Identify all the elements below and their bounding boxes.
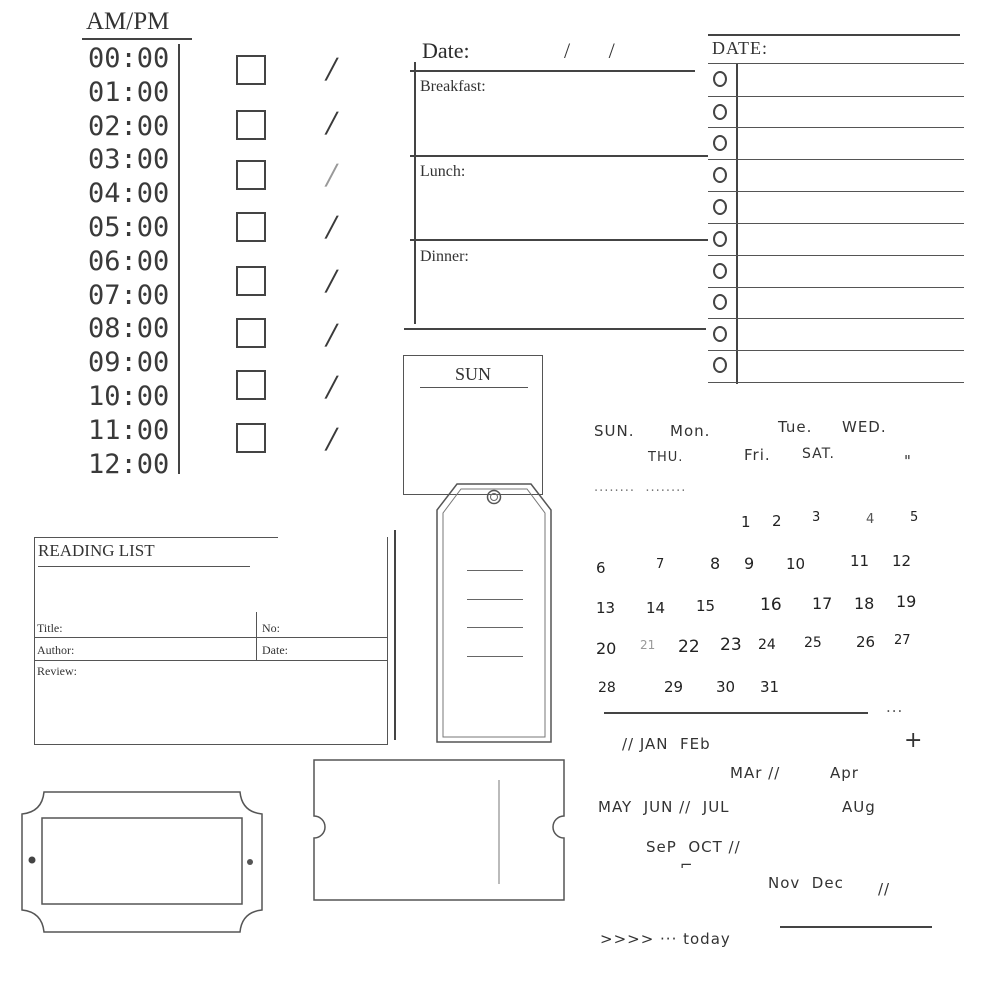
hour-label: 01:00 [88, 77, 170, 108]
date-list-top-rule [708, 34, 960, 36]
date-list-row-rule [708, 96, 964, 97]
author-field-label: Author: [37, 643, 75, 657]
task-checkbox[interactable] [236, 423, 266, 453]
hang-tag-outline [435, 480, 553, 744]
calendar-day: 27 [894, 633, 911, 648]
reading-list-side-rule [394, 530, 396, 740]
date-list-row-rule [708, 127, 964, 128]
date-list-row-rule [708, 382, 964, 383]
calendar-day: 12 [892, 552, 912, 570]
hour-label: 08:00 [88, 313, 170, 344]
calendar-day: 2 [772, 512, 782, 530]
time-column-divider [178, 44, 180, 474]
slash-mark: / [323, 210, 340, 243]
breakfast-label: Breakfast: [420, 78, 486, 95]
reading-list-title: READING LIST [38, 541, 155, 560]
meal-card-left-rule [414, 62, 416, 324]
task-checkbox[interactable] [236, 318, 266, 348]
reading-list-column-divider [256, 612, 257, 660]
calendar-day: 28 [598, 680, 616, 696]
weekday-thu: THU. [648, 450, 684, 465]
ampm-underline [82, 38, 192, 40]
reading-list-title-underline [38, 566, 250, 567]
calendar-day: 18 [854, 594, 875, 613]
sun-card [403, 355, 543, 495]
date-list-row-rule [708, 350, 964, 351]
slash-mark: / [323, 106, 340, 139]
dinner-label: Dinner: [420, 248, 469, 265]
task-checkbox[interactable] [236, 370, 266, 400]
month-apr: Apr [830, 764, 859, 782]
calendar-day: 25 [804, 635, 822, 651]
date-list-row-rule [708, 287, 964, 288]
scalloped-frame [20, 790, 264, 934]
date-list-circle[interactable] [713, 135, 727, 151]
weekday-mon: Mon. [670, 422, 711, 440]
date-list-circle[interactable] [713, 294, 727, 310]
meal-card-top-rule [410, 70, 695, 72]
calendar-day: 16 [760, 595, 782, 615]
date-list-circle[interactable] [713, 231, 727, 247]
calendar-day: 17 [812, 594, 833, 613]
date-list-circle[interactable] [713, 167, 727, 183]
calendar-day: 19 [896, 592, 917, 611]
task-checkbox[interactable] [236, 110, 266, 140]
calendar-day: 5 [910, 510, 919, 525]
calendar-day: 11 [850, 552, 870, 570]
task-checkbox[interactable] [236, 160, 266, 190]
date-list-circle[interactable] [713, 357, 727, 373]
calendar-day: 31 [760, 678, 780, 696]
no-field-label: No: [262, 621, 280, 635]
tag-line [467, 599, 523, 600]
title-field-label: Title: [37, 621, 63, 635]
weekday-sun: SUN. [594, 422, 635, 440]
reading-list-row-rule [34, 660, 388, 661]
calendar-day: 1 [741, 513, 751, 531]
date-list-circle[interactable] [713, 71, 727, 87]
months-row-sep-oct: SeP OCT // [646, 838, 741, 856]
weekday-fri: Fri. [744, 446, 771, 464]
hour-label: 11:00 [88, 415, 170, 446]
date-list-divider [736, 64, 738, 384]
meal-date-slashes: / / [564, 38, 615, 63]
date-list-row-rule [708, 223, 964, 224]
calendar-day: 10 [786, 555, 806, 573]
meal-divider [410, 155, 708, 157]
weekday-tue: Tue. [778, 418, 813, 436]
task-checkbox[interactable] [236, 55, 266, 85]
calendar-day: 15 [696, 597, 716, 615]
reading-list-card [34, 537, 388, 745]
meal-divider [410, 239, 708, 241]
calendar-day: 7 [656, 557, 665, 572]
slash-mark: / [323, 158, 340, 191]
date-list-row-rule [708, 159, 964, 160]
tag-line [467, 570, 523, 571]
months-row-mar: MAr // [730, 764, 781, 782]
ampm-title: AM/PM [86, 8, 170, 35]
calendar-day: 13 [596, 599, 616, 617]
ticket-stub [312, 758, 568, 904]
meal-card-bottom-rule [404, 328, 706, 330]
date-list-title: DATE: [712, 38, 768, 58]
task-checkbox[interactable] [236, 212, 266, 242]
calendar-day: 29 [664, 678, 684, 696]
today-label: >>>> ··· today [600, 930, 731, 948]
calendar-day: 26 [856, 633, 876, 651]
date-list-circle[interactable] [713, 199, 727, 215]
hour-label: 09:00 [88, 347, 170, 378]
month-aug: AUg [842, 798, 876, 816]
meal-date-label: Date: [422, 38, 470, 63]
hour-label: 02:00 [88, 111, 170, 142]
calendar-day: 22 [678, 637, 700, 657]
date-list-row-rule [708, 63, 964, 64]
sun-underline [420, 387, 528, 388]
hour-label: 05:00 [88, 212, 170, 243]
review-field-label: Review: [37, 664, 77, 678]
slash-mark: / [323, 264, 340, 297]
calendar-day: 8 [710, 554, 721, 573]
calendar-day: 30 [716, 678, 736, 696]
months-row-may-jul: MAY JUN // JUL [598, 798, 730, 816]
quote-mark: " [904, 452, 912, 470]
calendar-day: 4 [866, 512, 875, 527]
date-list-row-rule [708, 255, 964, 256]
date-list-row-rule [708, 191, 964, 192]
calendar-ellipsis: ... [886, 698, 904, 716]
slash-mark-dec: // [878, 880, 891, 898]
calendar-day: 9 [744, 554, 755, 573]
corner-mark: ⌐ [680, 856, 694, 874]
hang-tag [435, 480, 553, 744]
hour-label: 10:00 [88, 381, 170, 412]
hour-label: 03:00 [88, 144, 170, 175]
plus-mark: + [904, 728, 924, 753]
months-row-nov-dec: Nov Dec [768, 874, 844, 892]
tag-line [467, 627, 523, 628]
calendar-day: 20 [596, 639, 617, 658]
hour-label: 12:00 [88, 449, 170, 480]
calendar-day: 23 [720, 635, 742, 655]
weekday-sat: SAT. [802, 446, 835, 462]
dotted-separator: ........ ........ [594, 480, 687, 495]
today-rule [780, 926, 932, 928]
slash-mark: / [323, 52, 340, 85]
calendar-day: 14 [646, 599, 666, 617]
hour-label: 00:00 [88, 43, 170, 74]
lunch-label: Lunch: [420, 163, 466, 180]
tag-line [467, 656, 523, 657]
slash-mark: / [323, 422, 340, 455]
sun-label: SUN [454, 364, 491, 384]
task-checkbox[interactable] [236, 266, 266, 296]
date-list-row-rule [708, 318, 964, 319]
calendar-day: 6 [596, 559, 606, 577]
calendar-rule [604, 712, 868, 714]
hour-label: 07:00 [88, 280, 170, 311]
date-field-label: Date: [262, 643, 288, 657]
slash-mark: / [323, 318, 340, 351]
calendar-day: 24 [758, 637, 776, 653]
date-list-circle[interactable] [713, 326, 727, 342]
slash-mark: / [323, 370, 340, 403]
calendar-day: 21 [640, 638, 656, 652]
calendar-day: 3 [812, 510, 821, 525]
hour-label: 04:00 [88, 178, 170, 209]
weekday-wed: WED. [842, 418, 887, 436]
date-list-circle[interactable] [713, 104, 727, 120]
hour-label: 06:00 [88, 246, 170, 277]
months-row-jan-feb: // JAN FEb [622, 735, 711, 753]
date-list-circle[interactable] [713, 263, 727, 279]
reading-list-row-rule [34, 637, 388, 638]
